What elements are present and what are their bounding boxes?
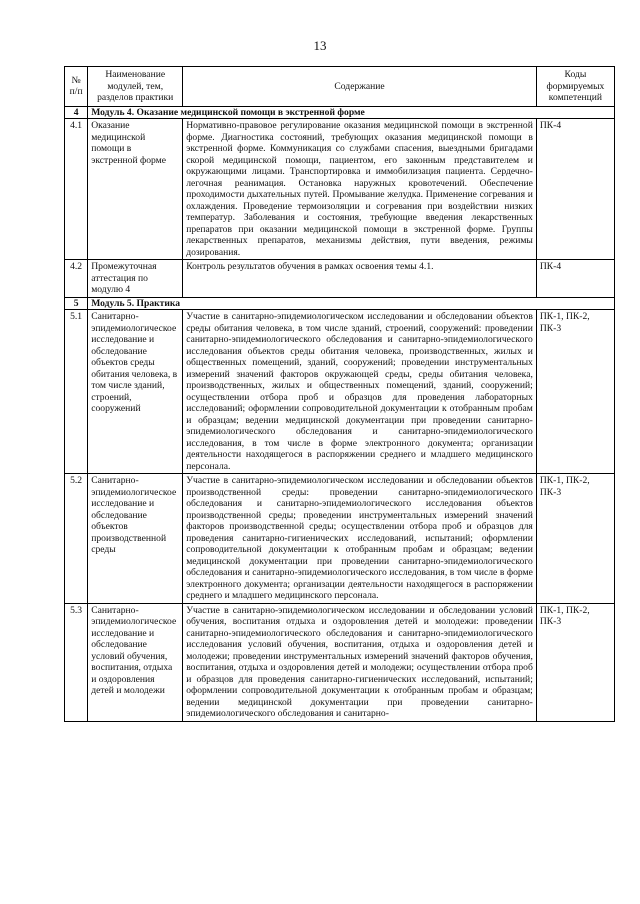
row-name: Промежуточная аттестация по модулю 4 [88, 260, 183, 298]
row-number: 4.2 [65, 260, 88, 298]
row-codes: ПК-1, ПК-2, ПК-3 [536, 603, 614, 721]
row-content: Контроль результатов обучения в рамках освоения темы 4.1. [183, 260, 537, 298]
module-row [65, 106, 615, 119]
module-number: 5 [65, 297, 88, 310]
row-codes: ПК-4 [536, 119, 614, 260]
row-content: Нормативно-правовое регулирование оказания медицинской помощи в экстренной форме. Диагностика состояний, требующих оказания медицинской помощи в экстренной форме. Коммуникация со службами спасения, выездными бригадами скорой медицинской помощи, пациентом, его законным представителем и окружающими лицами. Транспортировка и иммобилизация пациента. Сердечно-легочная реанимация. Остановка наружных кровотечений. Обеспечение проходимости дыхательных путей. Промывание желудка. Применение согревания и охлаждения. Проведение термоизоляции и согревания при воздействии низких температур. Заболевания и состояния, требующие введения лекарственных препаратов при оказании медицинской помощи в экстренной форме. Группы лекарственных препаратов, механизмы действия, пути введения, режимы дозирования. [183, 119, 537, 260]
table-body [65, 106, 615, 721]
row-codes: ПК-1, ПК-2, ПК-3 [536, 474, 614, 604]
curriculum-table [64, 66, 615, 722]
table-row [65, 260, 615, 298]
table-row [65, 119, 615, 260]
row-number: 5.2 [65, 474, 88, 604]
module-title: Модуль 4. Оказание медицинской помощи в экстренной форме [88, 106, 615, 119]
row-codes: ПК-4 [536, 260, 614, 298]
module-row [65, 297, 615, 310]
row-content: Участие в санитарно-эпидемиологическом исследовании и обследовании объектов производственной среды: проведении санитарно-эпидемиологического обследования и санитарно-эпидемиологического исследования объектов производственной среды; проведении инструментальных измерений значений факторов производственной среды; осуществлении отбора проб и образцов для проведения санитарно-гигиенических исследований, испытаний; оформлении сопроводительной документации к отобранным пробам и образцам; ведении медицинской документации при проведении санитарно-эпидемиологического обследования и санитарно-эпидемиологического исследования, в том числе в форме электронного документа; организации деятельности находящегося в распоряжении среднего и младшего медицинского персонала. [183, 474, 537, 604]
table-row [65, 474, 615, 604]
module-number: 4 [65, 106, 88, 119]
row-name: Оказание медицинской помощи в экстренной форме [88, 119, 183, 260]
page-number: 13 [313, 38, 327, 53]
row-codes: ПК-1, ПК-2, ПК-3 [536, 310, 614, 474]
table-row [65, 603, 615, 721]
row-content: Участие в санитарно-эпидемиологическом исследовании и обследовании объектов среды обитания человека, в том числе зданий, строений, сооружений: проведении санитарно-эпидемиологического обследования и санитарно-эпидемиологического исследования объектов среды обитания человека, производственных, жилых и общественных помещений, зданий, сооружений; проведении инструментальных измерений значений факторов окружающей среды, среды обитания человека, производственных, жилых и общественных помещений, зданий, сооружений; осуществлении отбора проб и образцов для проведения лабораторных исследований; оформлении сопроводительной документации к отобранным пробам и образцам; ведении медицинской документации при проведении санитарно-эпидемиологического обследования и санитарно-эпидемиологического исследования, в том числе в форме электронного документа; организации деятельности находящегося в распоряжении среднего и младшего медицинского персонала. [183, 310, 537, 474]
row-name: Санитарно-эпидемиологическое исследование и обследование объектов производственной среды [88, 474, 183, 604]
row-number: 4.1 [65, 119, 88, 260]
row-content: Участие в санитарно-эпидемиологическом исследовании и обследовании условий обучения, воспитания отдыха и оздоровления детей и молодежи: проведении санитарно-эпидемиологического обследования и санитарно-эпидемиологического исследования условий обучения, воспитания, отдыха и оздоровления детей и молодежи; проведении инструментальных измерений значений факторов обучения, воспитания, отдыха и оздоровления детей и молодежи; осуществлении отбора проб и образцов для проведения санитарно-гигиенических исследований, испытаний; оформлении сопроводительной документации к отобранным пробам и образцам; ведении медицинской документации при проведении санитарно-эпидемиологического обследования и санитарно- [183, 603, 537, 721]
header-num: № п/п [65, 67, 88, 107]
header-content: Содержание [183, 67, 537, 107]
row-name: Санитарно-эпидемиологическое исследование и обследование объектов среды обитания человека, в том числе зданий, строений, сооружений [88, 310, 183, 474]
header-codes: Коды формируемых компетенций [536, 67, 614, 107]
row-number: 5.1 [65, 310, 88, 474]
module-title: Модуль 5. Практика [88, 297, 615, 310]
row-name: Санитарно-эпидемиологическое исследование и обследование условий обучения, воспитания, отдыха и оздоровления детей и молодежи [88, 603, 183, 721]
table-header-row [65, 67, 615, 107]
table-row [65, 310, 615, 474]
header-name: Наименование модулей, тем, разделов практики [88, 67, 183, 107]
row-number: 5.3 [65, 603, 88, 721]
